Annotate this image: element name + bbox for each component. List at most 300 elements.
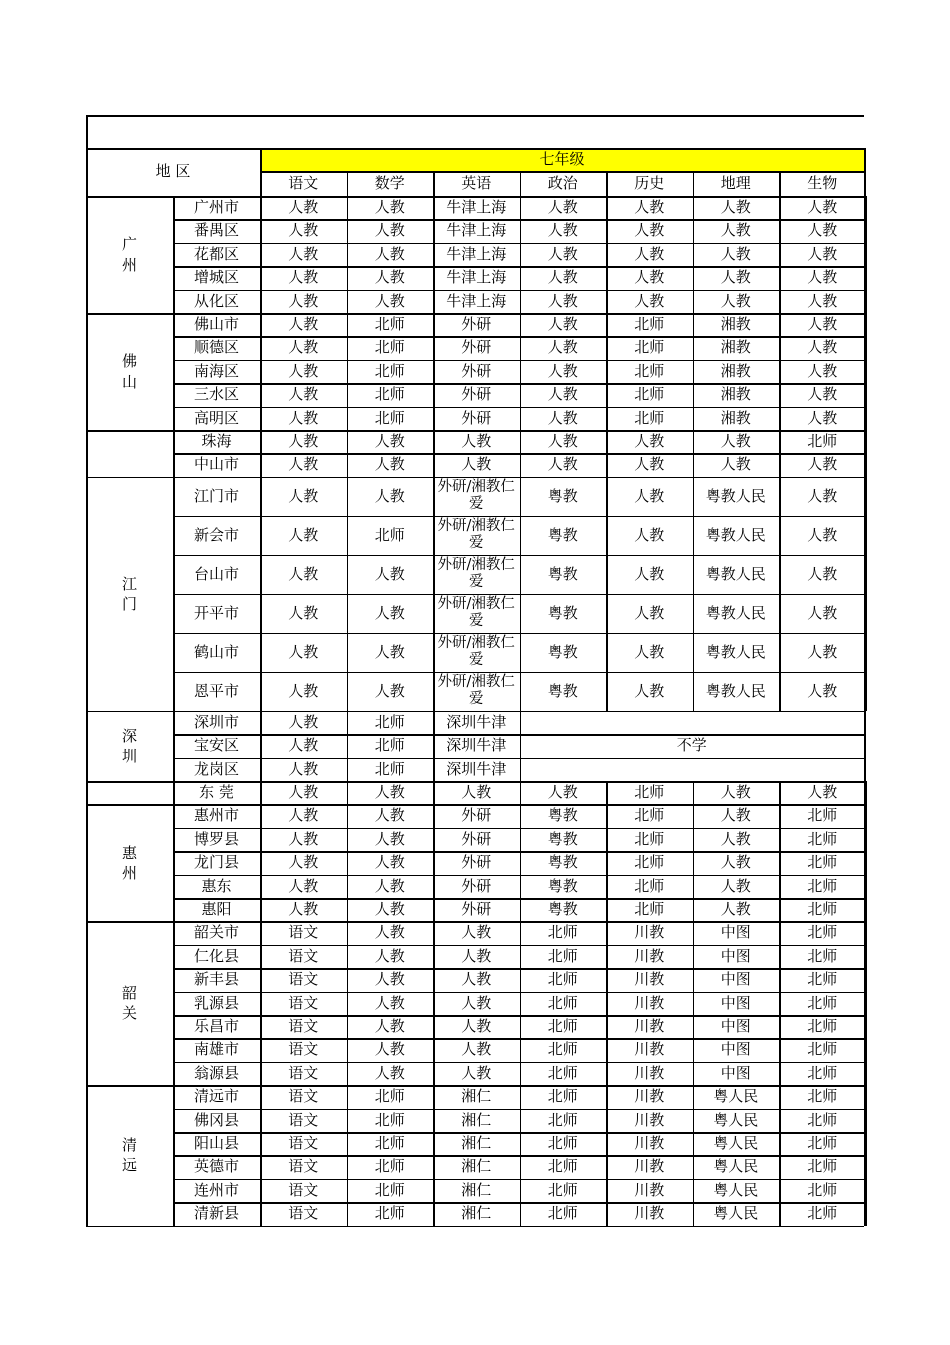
grid-line [779, 383, 781, 406]
grid-line [173, 734, 864, 736]
grid-line [693, 477, 695, 516]
district-cell: 惠东 [201, 876, 232, 895]
grid-line [347, 407, 349, 430]
grid-line [520, 1015, 522, 1038]
grid-line [86, 781, 173, 783]
textbook-cell: 人教 [461, 1063, 492, 1082]
textbook-cell: 川教 [634, 923, 665, 942]
grid-line [779, 290, 781, 313]
grid-line [520, 781, 522, 804]
grid-line [173, 1132, 864, 1134]
textbook-cell: 湘仁 [461, 1180, 492, 1199]
textbook-cell: 粤人民 [713, 1180, 759, 1199]
grid-line [606, 266, 608, 289]
grid-line [173, 968, 864, 970]
grid-line [693, 516, 695, 555]
grid-line [347, 243, 349, 266]
textbook-cell: 外研 [461, 385, 492, 404]
textbook-cell: 语文 [288, 1110, 319, 1129]
grid-line [173, 672, 864, 674]
grid-line [866, 477, 868, 516]
grid-line [86, 196, 864, 198]
grid-line [347, 945, 349, 968]
grid-line [260, 633, 262, 672]
textbook-cell: 人教 [547, 338, 578, 357]
textbook-cell: 人教 [288, 642, 319, 661]
textbook-cell: 川教 [634, 1134, 665, 1153]
grid-line [693, 804, 695, 827]
textbook-cell: 人教 [807, 783, 838, 802]
grid-line [173, 1109, 175, 1132]
grid-line [347, 266, 349, 289]
district-cell: 江门市 [193, 486, 239, 505]
grid-line [260, 875, 262, 898]
grid-line [173, 804, 175, 827]
grid-line [520, 313, 522, 336]
grid-line [606, 336, 608, 359]
grid-line [347, 1038, 349, 1061]
grid-line [606, 430, 608, 453]
grid-line [347, 1015, 349, 1038]
grid-line [520, 1062, 522, 1085]
textbook-cell: 北师 [807, 1063, 838, 1082]
grid-line [779, 1179, 781, 1202]
grid-line [86, 781, 88, 804]
grid-line [866, 1179, 868, 1202]
grid-line [433, 992, 435, 1015]
grid-line [347, 1132, 349, 1155]
textbook-cell: 北师 [634, 783, 665, 802]
grid-line [173, 1062, 175, 1085]
grid-line [347, 851, 349, 874]
textbook-cell: 人教 [288, 455, 319, 474]
textbook-cell: 牛津上海 [446, 244, 507, 263]
textbook-cell: 外研/湘教仁爱 [437, 673, 515, 708]
grid-line [866, 804, 868, 827]
textbook-cell: 人教 [461, 1040, 492, 1059]
grid-line [260, 758, 262, 781]
grid-line [86, 430, 88, 477]
textbook-cell: 北师 [547, 1157, 578, 1176]
grid-line [173, 383, 864, 385]
grid-line [866, 1155, 868, 1178]
textbook-cell: 人教 [374, 486, 405, 505]
textbook-cell: 语文 [288, 1017, 319, 1036]
grid-line [433, 1038, 435, 1061]
grid-line [347, 430, 349, 453]
grid-line [520, 477, 522, 516]
textbook-cell: 北师 [807, 923, 838, 942]
textbook-cell: 人教 [807, 603, 838, 622]
textbook-cell: 中图 [720, 970, 751, 989]
grid-line [606, 781, 608, 804]
textbook-cell: 川教 [634, 993, 665, 1012]
textbook-cell: 人教 [547, 385, 578, 404]
grid-line [86, 1226, 864, 1228]
grid-line [260, 992, 262, 1015]
grid-line [173, 1085, 175, 1108]
grid-line [693, 968, 695, 991]
textbook-cell: 人教 [288, 736, 319, 755]
grid-line [779, 851, 781, 874]
grid-line [260, 1062, 262, 1085]
textbook-cell: 北师 [374, 1204, 405, 1223]
textbook-cell: 语文 [288, 1204, 319, 1223]
grid-line [173, 633, 864, 635]
subject-header-5: 历史 [634, 173, 665, 192]
textbook-cell: 人教 [807, 486, 838, 505]
grid-line [520, 711, 522, 734]
textbook-cell: 人教 [288, 244, 319, 263]
textbook-cell: 人教 [547, 268, 578, 287]
grid-line [173, 407, 864, 409]
grid-line [347, 1085, 349, 1108]
grid-line [606, 1062, 608, 1085]
textbook-cell: 人教 [720, 432, 751, 451]
textbook-cell: 北师 [374, 338, 405, 357]
textbook-cell: 北师 [547, 1180, 578, 1199]
grid-line [173, 851, 864, 853]
grid-line [866, 555, 868, 594]
textbook-cell: 语文 [288, 970, 319, 989]
textbook-cell: 语文 [288, 923, 319, 942]
textbook-cell: 北师 [634, 361, 665, 380]
grid-line [520, 875, 522, 898]
grid-line [260, 196, 262, 219]
grid-line [433, 171, 435, 196]
grid-line [86, 196, 88, 313]
textbook-cell: 人教 [288, 525, 319, 544]
textbook-cell: 牛津上海 [446, 198, 507, 217]
grid-line [433, 875, 435, 898]
grid-line [86, 921, 88, 1085]
grid-line [260, 555, 262, 594]
textbook-cell: 北师 [634, 829, 665, 848]
grid-line [779, 453, 781, 476]
textbook-cell: 湘教 [720, 408, 751, 427]
textbook-cell: 北师 [807, 806, 838, 825]
district-cell: 乐昌市 [193, 1017, 239, 1036]
textbook-cell: 北师 [634, 385, 665, 404]
textbook-cell: 人教 [720, 291, 751, 310]
grid-line [260, 219, 262, 242]
textbook-cell: 外研/湘教仁爱 [437, 478, 515, 513]
grid-line [433, 196, 435, 219]
grid-line [866, 1038, 868, 1061]
grid-line [693, 243, 695, 266]
textbook-cell: 人教 [461, 993, 492, 1012]
textbook-cell: 人教 [547, 783, 578, 802]
grid-line [347, 555, 349, 594]
textbook-cell: 北师 [807, 829, 838, 848]
textbook-cell: 北师 [547, 1110, 578, 1129]
grid-line [779, 555, 781, 594]
grid-line [779, 430, 781, 453]
grid-line [173, 516, 175, 555]
grid-line [866, 453, 868, 476]
district-cell: 清远市 [193, 1087, 239, 1106]
grid-line [173, 633, 175, 672]
textbook-cell: 中图 [720, 1040, 751, 1059]
grid-line [606, 219, 608, 242]
grid-line [693, 360, 695, 383]
textbook-cell: 人教 [807, 642, 838, 661]
grid-line [173, 1179, 864, 1181]
grid-line [433, 1202, 435, 1225]
grid-line [173, 243, 864, 245]
grid-line [433, 711, 435, 734]
grid-line [606, 360, 608, 383]
grid-line [260, 1202, 262, 1225]
textbook-cell: 外研 [461, 315, 492, 334]
grid-line [866, 1015, 868, 1038]
grid-line [866, 594, 868, 633]
grid-line [779, 266, 781, 289]
textbook-cell: 北师 [807, 970, 838, 989]
grid-line [866, 1062, 868, 1085]
textbook-cell: 人教 [634, 603, 665, 622]
textbook-cell: 人教 [374, 603, 405, 622]
grid-line [173, 875, 864, 877]
grid-line [347, 383, 349, 406]
grid-line [173, 430, 175, 453]
textbook-cell: 人教 [374, 806, 405, 825]
grid-line [520, 383, 522, 406]
textbook-cell: 人教 [288, 385, 319, 404]
textbook-cell: 人教 [807, 338, 838, 357]
grid-line [86, 711, 864, 713]
textbook-cell: 人教 [288, 876, 319, 895]
textbook-cell: 外研/湘教仁爱 [437, 556, 515, 591]
textbook-cell: 川教 [634, 1063, 665, 1082]
textbook-cell: 外研/湘教仁爱 [437, 634, 515, 669]
textbook-cell: 北师 [807, 1040, 838, 1059]
textbook-cell: 北师 [634, 806, 665, 825]
grid-line [520, 196, 522, 219]
textbook-cell: 川教 [634, 1157, 665, 1176]
grid-line [173, 1038, 175, 1061]
grid-line [173, 828, 175, 851]
grid-line [347, 516, 349, 555]
grid-line [520, 945, 522, 968]
textbook-cell: 北师 [374, 759, 405, 778]
textbook-cell: 语文 [288, 1157, 319, 1176]
textbook-cell: 北师 [547, 1204, 578, 1223]
grid-line [606, 851, 608, 874]
grid-line [520, 1202, 522, 1225]
grid-line [86, 477, 864, 479]
textbook-cell: 湘仁 [461, 1110, 492, 1129]
textbook-cell: 人教 [288, 759, 319, 778]
textbook-cell: 北师 [807, 1157, 838, 1176]
textbook-cell: 外研 [461, 338, 492, 357]
grid-line [433, 734, 435, 757]
grid-line [173, 898, 175, 921]
district-cell: 中山市 [193, 455, 239, 474]
textbook-cell: 人教 [461, 783, 492, 802]
textbook-cell: 人教 [374, 1017, 405, 1036]
textbook-cell: 北师 [807, 993, 838, 1012]
grid-line [866, 1085, 868, 1108]
grid-line [347, 290, 349, 313]
grid-line [347, 594, 349, 633]
grid-line [260, 430, 262, 453]
grid-line [779, 243, 781, 266]
textbook-cell: 人教 [374, 946, 405, 965]
textbook-cell: 人教 [807, 221, 838, 240]
grid-line [606, 992, 608, 1015]
grid-line [606, 672, 608, 711]
grid-line [520, 672, 522, 711]
grid-line [173, 453, 864, 455]
textbook-cell: 粤教 [547, 900, 578, 919]
grid-line [779, 672, 781, 711]
textbook-cell: 人教 [634, 486, 665, 505]
textbook-cell: 人教 [720, 829, 751, 848]
textbook-cell: 北师 [634, 408, 665, 427]
textbook-cell: 粤教 [547, 642, 578, 661]
textbook-cell: 北师 [807, 432, 838, 451]
textbook-cell: 人教 [807, 564, 838, 583]
grid-line [520, 851, 522, 874]
textbook-cell: 深圳牛津 [446, 759, 507, 778]
region-header: 地 区 [155, 162, 191, 181]
textbook-cell: 北师 [374, 712, 405, 731]
textbook-cell: 人教 [720, 198, 751, 217]
grid-line [347, 633, 349, 672]
textbook-cell: 湘教 [720, 385, 751, 404]
grid-line [606, 383, 608, 406]
grid-line [779, 336, 781, 359]
district-cell: 翁源县 [193, 1063, 239, 1082]
grid-line [606, 1109, 608, 1132]
grid-line [260, 711, 262, 734]
textbook-cell: 人教 [807, 525, 838, 544]
textbook-cell: 人教 [547, 432, 578, 451]
region-group-惠州: 惠 州 [121, 843, 137, 882]
grid-line [866, 266, 868, 289]
subject-header-6: 地理 [720, 173, 751, 192]
grid-line [520, 758, 522, 781]
textbook-cell: 北师 [547, 993, 578, 1012]
region-group-江门: 江 门 [121, 574, 137, 613]
textbook-cell: 人教 [374, 853, 405, 872]
grid-line [606, 1038, 608, 1061]
textbook-cell: 粤教 [547, 876, 578, 895]
textbook-cell: 北师 [807, 1110, 838, 1129]
textbook-cell: 人教 [288, 712, 319, 731]
grid-line [347, 828, 349, 851]
textbook-cell: 粤人民 [713, 1087, 759, 1106]
district-cell: 博罗县 [193, 829, 239, 848]
textbook-cell: 川教 [634, 1204, 665, 1223]
grid-line [433, 336, 435, 359]
textbook-cell: 语文 [288, 1063, 319, 1082]
grid-line [693, 992, 695, 1015]
grid-line [606, 313, 608, 336]
grid-line [606, 594, 608, 633]
grid-line [173, 266, 175, 289]
grid-line [173, 1015, 175, 1038]
textbook-cell: 人教 [374, 829, 405, 848]
grid-line [779, 804, 781, 827]
textbook-cell: 湘仁 [461, 1134, 492, 1153]
grid-line [606, 804, 608, 827]
grid-line [693, 1085, 695, 1108]
textbook-cell: 北师 [634, 853, 665, 872]
grid-line [779, 171, 781, 196]
grid-line [260, 804, 262, 827]
district-cell: 花都区 [193, 244, 239, 263]
grid-line [173, 945, 864, 947]
grid-line [693, 633, 695, 672]
grid-line [260, 898, 262, 921]
textbook-cell: 外研 [461, 853, 492, 872]
grid-line [779, 1085, 781, 1108]
grid-line [864, 148, 866, 196]
textbook-cell: 人教 [374, 455, 405, 474]
grid-line [260, 313, 262, 336]
grid-line [779, 945, 781, 968]
grid-line [433, 968, 435, 991]
textbook-cell: 川教 [634, 1110, 665, 1129]
grid-line [260, 266, 262, 289]
grid-line [864, 921, 866, 1085]
grid-line [693, 1202, 695, 1225]
grid-line [347, 171, 349, 196]
grid-line [693, 407, 695, 430]
textbook-cell: 人教 [634, 525, 665, 544]
grid-line [173, 828, 864, 830]
textbook-cell: 人教 [547, 361, 578, 380]
textbook-cell: 牛津上海 [446, 221, 507, 240]
grid-line [433, 266, 435, 289]
district-cell: 英德市 [193, 1157, 239, 1176]
grid-line [173, 1155, 175, 1178]
grid-line [693, 898, 695, 921]
textbook-cell: 粤教 [547, 853, 578, 872]
grid-line [433, 1015, 435, 1038]
textbook-cell: 人教 [634, 564, 665, 583]
textbook-cell: 人教 [288, 432, 319, 451]
grid-line [173, 594, 175, 633]
grid-line [433, 633, 435, 672]
grid-line [86, 313, 88, 430]
textbook-cell: 人教 [288, 268, 319, 287]
grid-line [173, 360, 175, 383]
grid-line [173, 219, 864, 221]
region-group-韶关: 韶 关 [121, 984, 137, 1023]
textbook-cell: 牛津上海 [446, 291, 507, 310]
grid-line [433, 1132, 435, 1155]
textbook-cell: 深圳牛津 [446, 736, 507, 755]
grid-line [173, 336, 864, 338]
grid-line [606, 921, 608, 944]
grid-line [520, 453, 522, 476]
grid-line [866, 1132, 868, 1155]
textbook-cell: 人教 [720, 900, 751, 919]
textbook-cell: 湘仁 [461, 1204, 492, 1223]
grid-line [173, 1202, 864, 1204]
grid-line [433, 290, 435, 313]
textbook-cell: 人教 [720, 221, 751, 240]
grid-line [433, 851, 435, 874]
grid-line [433, 360, 435, 383]
grid-line [86, 148, 88, 196]
grid-line [520, 1085, 522, 1108]
grid-line [864, 196, 866, 313]
textbook-cell: 外研/湘教仁爱 [437, 595, 515, 630]
